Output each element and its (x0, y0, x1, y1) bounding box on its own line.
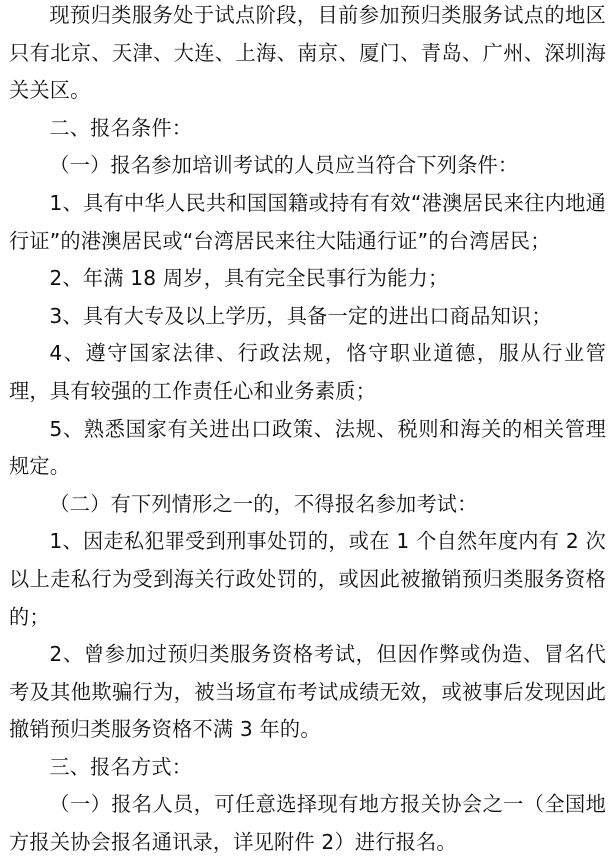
exclusion-1-paragraph: 1、因走私犯罪受到刑事处罚的，或在 1 个自然年度内有 2 次以上走私行为受到海关行政处罚的，或因此被撤销预归类服务资格的； (9, 529, 606, 629)
section-2-1-heading: （一）报名参加培训考试的人员应当符合下列条件： (49, 153, 519, 178)
condition-4-paragraph: 4、遵守国家法律、行政法规，恪守职业道德，服从行业管理，具有较强的工作责任心和业务素质； (9, 341, 606, 403)
intro-paragraph: 现预归类服务处于试点阶段，目前参加预归类服务试点的地区只有北京、天津、大连、上海、南京、厦门、青岛、广州、深圳海关关区。 (9, 3, 606, 103)
condition-5-paragraph: 5、熟悉国家有关进出口政策、法规、税则和海关的相关管理规定。 (9, 416, 606, 479)
condition-2-paragraph: 2、年满 18 周岁，具有完全民事行为能力； (49, 266, 449, 291)
section-2-heading: 二、报名条件： (49, 115, 193, 140)
exclusion-2-paragraph: 2、曾参加过预归类服务资格考试，但因作弊或伪造、冒名代考及其他欺骗行为，被当场宣布考试成绩无效，或被事后发现因此撤销预归类服务资格不满 3 年的。 (9, 642, 606, 742)
section-3-1-paragraph: （一）报名人员，可任意选择现有地方报关协会之一（全国地方报关协会报名通讯录，详见附件 2）进行报名。 (9, 792, 606, 855)
section-3-heading: 三、报名方式： (49, 754, 193, 779)
condition-3-paragraph: 3、具有大专及以上学历，具备一定的进出口商品知识； (49, 303, 552, 328)
condition-1-paragraph: 1、具有中华人民共和国国籍或持有有效“港澳居民来往内地通行证”的港澳居民或“台湾居民来往大陆通行证”的台湾居民； (9, 190, 606, 253)
section-2-2-heading: （二）有下列情形之一的，不得报名参加考试： (49, 491, 478, 516)
